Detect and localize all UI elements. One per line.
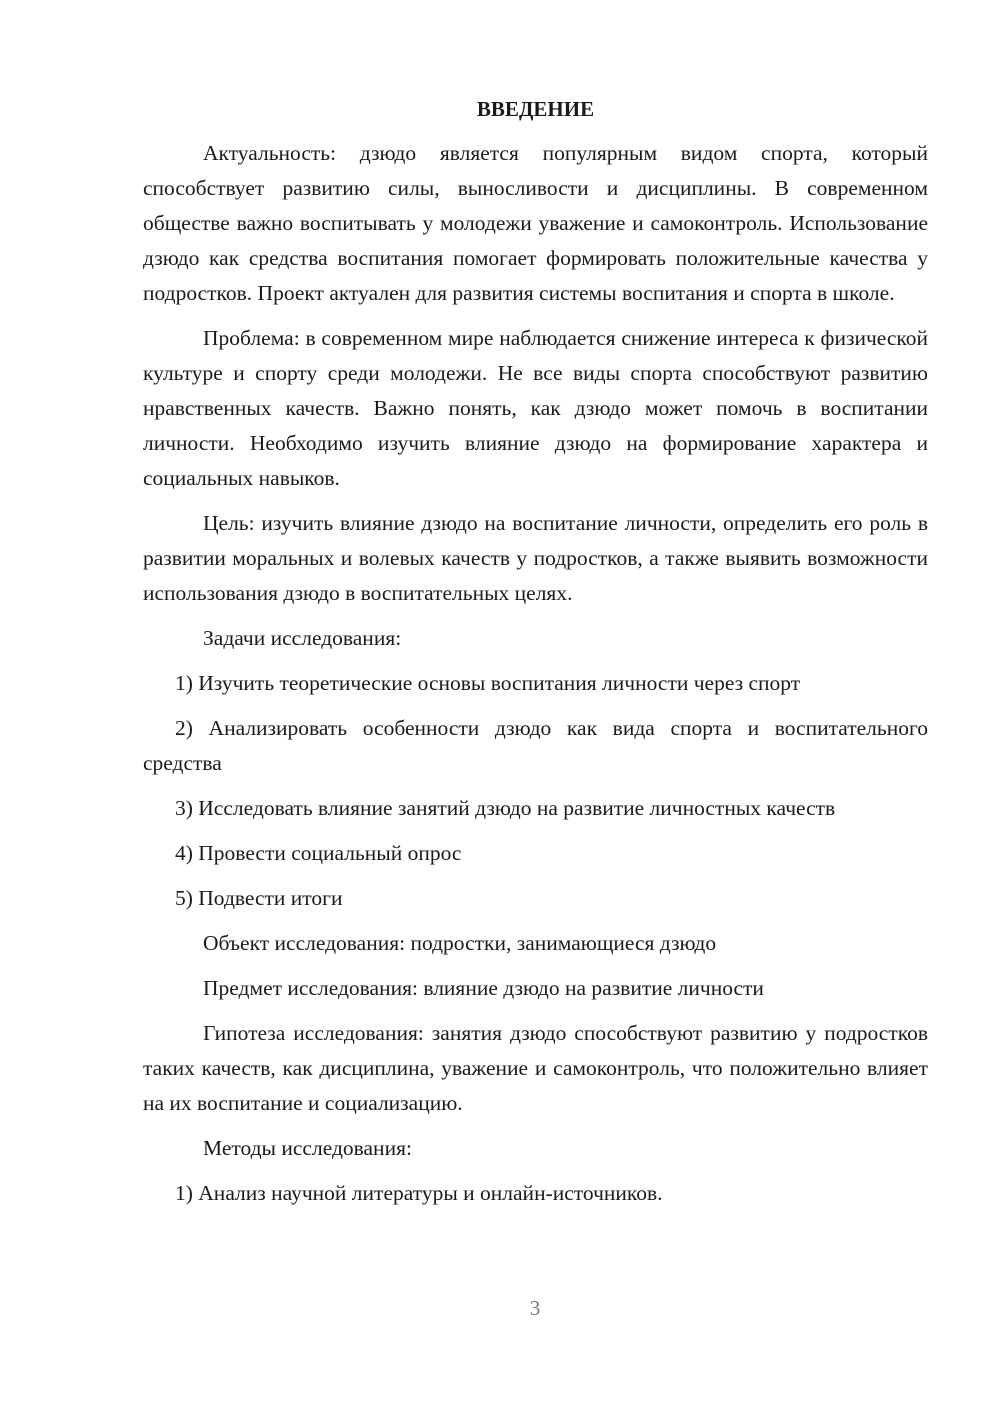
problem-paragraph: Проблема: в современном мире наблюдается снижение интереса к физической культуре и спорту среди молодежи. Не все виды спорта способствуют развитию нравственных качеств. Важно понять, как дзюдо может помочь в воспитании личности. Необходимо изучить влияние дзюдо на формирование характера и социальных навыков.: [143, 326, 928, 490]
document-page: [143, 92, 928, 1221]
task-item-5: 5) Подвести итоги: [175, 886, 343, 910]
task-item-2: 2) Анализировать особенности дзюдо как вида спорта и воспитательного средства: [143, 716, 928, 775]
subject-paragraph: Предмет исследования: влияние дзюдо на развитие личности: [203, 976, 764, 1000]
object-paragraph: Объект исследования: подростки, занимающиеся дзюдо: [203, 931, 717, 955]
task-item-1: 1) Изучить теоретические основы воспитания личности через спорт: [175, 671, 801, 695]
task-item-3: 3) Исследовать влияние занятий дзюдо на развитие личностных качеств: [175, 796, 836, 820]
method-item-1: 1) Анализ научной литературы и онлайн-источников.: [175, 1181, 663, 1205]
task-item-4: 4) Провести социальный опрос: [175, 841, 462, 865]
hypothesis-paragraph: Гипотеза исследования: занятия дзюдо способствуют развитию у подростков таких качеств, как дисциплина, уважение и самоконтроль, что положительно влияет на их воспитание и социализацию.: [143, 1021, 928, 1115]
relevance-paragraph: Актуальность: дзюдо является популярным видом спорта, который способствует развитию силы, выносливости и дисциплины. В современном обществе важно воспитывать у молодежи уважение и самоконтроль. Использование дзюдо как средства воспитания помогает формировать положительные качества у подростков. Проект актуален для развития системы воспитания и спорта в школе.: [143, 141, 928, 305]
document-title: ВВЕДЕНИЕ: [476, 97, 595, 121]
tasks-heading: Задачи исследования:: [203, 626, 402, 650]
goal-paragraph: Цель: изучить влияние дзюдо на воспитание личности, определить его роль в развитии моральных и волевых качеств у подростков, а также выявить возможности использования дзюдо в воспитательных целях.: [143, 511, 928, 605]
methods-heading: Методы исследования:: [203, 1136, 412, 1160]
page-number: 3: [529, 1296, 541, 1320]
